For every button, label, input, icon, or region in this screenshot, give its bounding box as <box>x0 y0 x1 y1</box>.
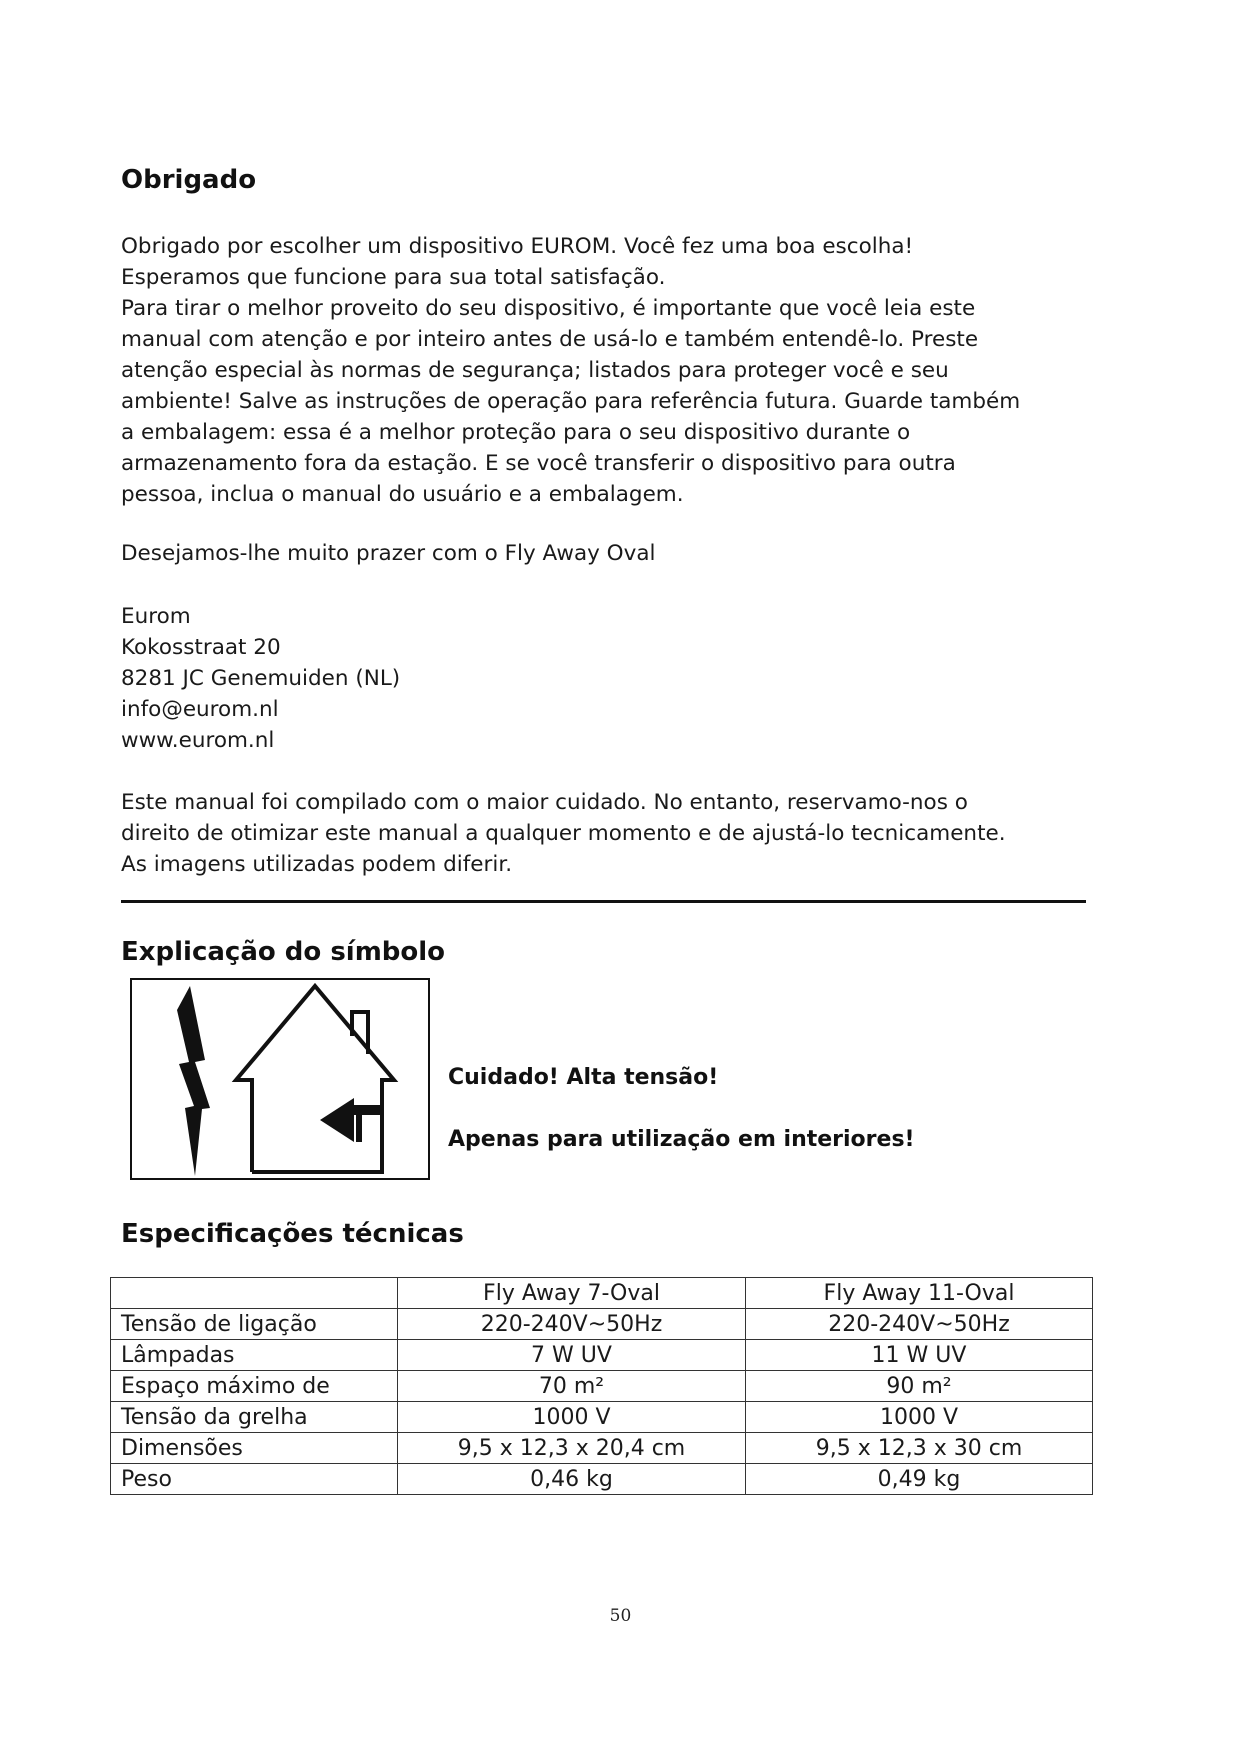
symbols-title: Explicação do símbolo <box>121 937 446 967</box>
high-voltage-warning: Cuidado! Alta tensão! <box>448 1065 719 1090</box>
intro-line: Esperamos que funcione para sua total satisfação. <box>121 265 666 290</box>
table-cell: Tensão da grelha <box>111 1402 398 1433</box>
specs-title: Especificações técnicas <box>121 1219 464 1249</box>
house-icon <box>236 986 394 1172</box>
specs-table <box>110 1277 1093 1495</box>
table-row <box>111 1464 1093 1495</box>
address-city: 8281 JC Genemuiden (NL) <box>121 666 401 691</box>
table-cell <box>111 1278 398 1309</box>
table-cell: 9,5 x 12,3 x 20,4 cm <box>398 1433 746 1464</box>
table-row <box>111 1371 1093 1402</box>
high-voltage-indoor-icon <box>132 980 428 1178</box>
page-number: 50 <box>609 1606 632 1626</box>
indoor-only-notice: Apenas para utilização em interiores! <box>448 1127 915 1152</box>
table-row <box>111 1402 1093 1433</box>
table-cell: 70 m² <box>398 1371 746 1402</box>
address-block <box>121 601 400 756</box>
address-website: www.eurom.nl <box>121 728 275 753</box>
section-divider <box>121 900 1086 903</box>
table-header-cell: Fly Away 11-Oval <box>746 1278 1093 1309</box>
intro-line: pessoa, inclua o manual do usuário e a embalagem. <box>121 482 684 507</box>
intro-line: Obrigado por escolher um dispositivo EUROM. Você fez uma boa escolha! <box>121 234 914 259</box>
address-email: info@eurom.nl <box>121 697 279 722</box>
table-cell: 11 W UV <box>746 1340 1093 1371</box>
intro-line: manual com atenção e por inteiro antes de usá-lo e também entendê-lo. Preste <box>121 327 979 352</box>
symbol-illustration <box>130 978 430 1180</box>
address-street: Kokosstraat 20 <box>121 635 281 660</box>
table-cell: 1000 V <box>398 1402 746 1433</box>
table-cell: 1000 V <box>746 1402 1093 1433</box>
disclaimer-line: direito de otimizar este manual a qualquer momento e de ajustá-lo tecnicamente. <box>121 821 1006 846</box>
address-company: Eurom <box>121 604 191 629</box>
intro-line: a embalagem: essa é a melhor proteção para o seu dispositivo durante o <box>121 420 911 445</box>
table-cell: Lâmpadas <box>111 1340 398 1371</box>
table-header-row <box>111 1278 1093 1309</box>
disclaimer-line: Este manual foi compilado com o maior cuidado. No entanto, reservamo-nos o <box>121 790 968 815</box>
table-cell: Tensão de ligação <box>111 1309 398 1340</box>
table-cell: Espaço máximo de <box>111 1371 398 1402</box>
table-cell: 0,46 kg <box>398 1464 746 1495</box>
table-header-cell: Fly Away 7-Oval <box>398 1278 746 1309</box>
table-row <box>111 1340 1093 1371</box>
wish-line: Desejamos-lhe muito prazer com o Fly Away Oval <box>121 541 656 566</box>
arrow-head-icon <box>320 1098 354 1142</box>
table-cell: 220-240V~50Hz <box>398 1309 746 1340</box>
wish-paragraph <box>121 538 655 569</box>
disclaimer-line: As imagens utilizadas podem diferir. <box>121 852 513 877</box>
disclaimer-paragraph <box>121 787 1006 880</box>
table-cell: 220-240V~50Hz <box>746 1309 1093 1340</box>
table-cell: Dimensões <box>111 1433 398 1464</box>
table-cell: 0,49 kg <box>746 1464 1093 1495</box>
intro-paragraph <box>121 231 1020 510</box>
table-cell: Peso <box>111 1464 398 1495</box>
intro-line: ambiente! Salve as instruções de operação para referência futura. Guarde também <box>121 389 1021 414</box>
thanks-title: Obrigado <box>121 165 257 195</box>
table-cell: 90 m² <box>746 1371 1093 1402</box>
table-row <box>111 1433 1093 1464</box>
lightning-bolt-icon <box>177 986 210 1176</box>
intro-line: atenção especial às normas de segurança; listados para proteger você e seu <box>121 358 949 383</box>
table-cell: 7 W UV <box>398 1340 746 1371</box>
table-cell: 9,5 x 12,3 x 30 cm <box>746 1433 1093 1464</box>
intro-line: armazenamento fora da estação. E se você transferir o dispositivo para outra <box>121 451 956 476</box>
intro-line: Para tirar o melhor proveito do seu dispositivo, é importante que você leia este <box>121 296 976 321</box>
table-row <box>111 1309 1093 1340</box>
